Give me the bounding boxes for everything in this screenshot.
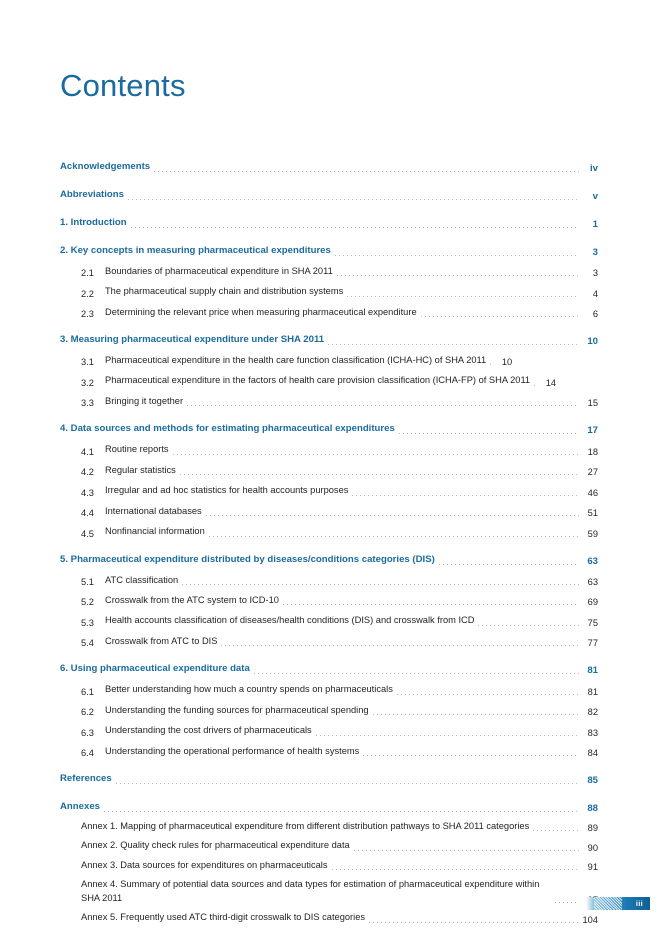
toc-entry-label: 5. Pharmaceutical expenditure distributed by diseases/conditions categories (DIS) bbox=[60, 553, 435, 565]
toc-entry-label: Understanding the funding sources for pharmaceutical spending bbox=[105, 704, 369, 715]
toc-entry-number: 2.3 bbox=[81, 309, 94, 320]
toc-leader-dots bbox=[555, 902, 579, 903]
toc-entry-page-number: 6 bbox=[592, 309, 598, 320]
toc-entry[interactable] bbox=[60, 745, 598, 758]
toc-entry-number: 4.3 bbox=[81, 487, 94, 498]
table-of-contents bbox=[60, 160, 598, 925]
toc-entry[interactable] bbox=[60, 216, 598, 230]
toc-entry-label: 4. Data sources and methods for estimating pharmaceutical expenditures bbox=[60, 423, 395, 435]
toc-leader-dots bbox=[373, 714, 579, 715]
toc-entry-page-number: 3 bbox=[592, 246, 598, 258]
toc-entry[interactable] bbox=[60, 285, 598, 298]
toc-entry-label: Pharmaceutical expenditure in the factors of health care provision classification (ICHA-FP) of SHA 2011 bbox=[105, 375, 531, 386]
toc-entry[interactable] bbox=[60, 374, 598, 387]
toc-entry-page-number: 104 bbox=[582, 914, 598, 925]
toc-entry-label: Crosswalk from ATC to DIS bbox=[105, 635, 218, 646]
toc-entry[interactable] bbox=[60, 484, 598, 497]
toc-entry-number: 3.3 bbox=[81, 398, 94, 409]
toc-entry-page-number: 10 bbox=[501, 357, 513, 368]
toc-entry[interactable] bbox=[60, 306, 598, 319]
toc-entry-number: 2.1 bbox=[81, 268, 94, 279]
toc-leader-dots bbox=[128, 199, 579, 200]
toc-entry-page-number: 17 bbox=[587, 425, 598, 437]
toc-entry-page-number: 85 bbox=[587, 775, 598, 787]
toc-entry[interactable] bbox=[60, 839, 598, 852]
toc-entry-label: Understanding the operational performance of health systems bbox=[105, 745, 360, 756]
toc-entry[interactable] bbox=[60, 505, 598, 518]
toc-entry-page-number: 83 bbox=[587, 727, 598, 738]
toc-entry-page-number: 1 bbox=[592, 218, 598, 230]
toc-entry-label: 3. Measuring pharmaceutical expenditure under SHA 2011 bbox=[60, 334, 325, 346]
footer-page-marker bbox=[586, 897, 650, 910]
toc-entry[interactable] bbox=[60, 422, 598, 436]
toc-leader-dots bbox=[478, 625, 579, 626]
toc-entry-label: ATC classification bbox=[105, 574, 179, 585]
toc-entry-label: Crosswalk from the ATC system to ICD-10 bbox=[105, 594, 279, 605]
toc-entry-label: Pharmaceutical expenditure in the health care function classification (ICHA-HC) of SHA 2011 bbox=[105, 354, 487, 365]
toc-leader-dots bbox=[335, 255, 579, 256]
toc-entry-label: 2. Key concepts in measuring pharmaceutical expenditures bbox=[60, 244, 331, 256]
toc-entry[interactable] bbox=[60, 464, 598, 477]
toc-leader-dots bbox=[352, 495, 579, 496]
toc-entry-label: Determining the relevant price when measuring pharmaceutical expenditure bbox=[105, 306, 417, 317]
toc-entry-page-number: 89 bbox=[587, 823, 598, 834]
toc-leader-dots bbox=[283, 604, 579, 605]
toc-leader-dots bbox=[363, 755, 579, 756]
toc-entry-number: 5.3 bbox=[81, 617, 94, 628]
toc-leader-dots bbox=[490, 364, 493, 365]
toc-entry-page-number: 63 bbox=[587, 555, 598, 567]
toc-entry-page-number: 90 bbox=[587, 842, 598, 853]
toc-entry-label: Acknowledgements bbox=[60, 161, 151, 172]
toc-leader-dots bbox=[347, 296, 579, 297]
toc-leader-dots bbox=[116, 783, 579, 784]
toc-entry-label: Better understanding how much a country spends on pharmaceuticals bbox=[105, 684, 393, 695]
toc-entry-label: Annexes bbox=[60, 801, 100, 813]
toc-leader-dots bbox=[180, 474, 579, 475]
footer-dither-pattern bbox=[594, 897, 622, 910]
toc-entry-label: Boundaries of pharmaceutical expenditure in SHA 2011 bbox=[105, 265, 333, 276]
toc-entry-label: Nonfinancial information bbox=[105, 526, 205, 537]
toc-entry-page-number: iv bbox=[589, 162, 598, 174]
toc-entry-number: 3.1 bbox=[81, 357, 94, 368]
toc-entry-number: 3.2 bbox=[81, 377, 94, 388]
toc-entry-label: Health accounts classification of diseases/health conditions (DIS) and crosswalk from ICD bbox=[105, 615, 475, 626]
toc-entry[interactable] bbox=[60, 772, 598, 786]
toc-entry-number: 4.1 bbox=[81, 446, 94, 457]
toc-entry-page-number: 81 bbox=[587, 686, 598, 697]
toc-entry-label: International databases bbox=[105, 505, 202, 516]
toc-entry-page-number: 18 bbox=[587, 446, 598, 457]
toc-entry[interactable] bbox=[60, 820, 598, 833]
toc-entry-page-number: 69 bbox=[587, 597, 598, 608]
toc-entry-number: 6.4 bbox=[81, 748, 94, 759]
toc-entry-page-number: 3 bbox=[592, 268, 598, 279]
toc-entry[interactable] bbox=[60, 525, 598, 538]
toc-leader-dots bbox=[534, 385, 537, 386]
toc-entry[interactable] bbox=[60, 244, 598, 258]
toc-entry[interactable] bbox=[60, 443, 598, 456]
toc-leader-dots bbox=[439, 564, 579, 565]
toc-leader-dots bbox=[187, 405, 579, 406]
toc-entry[interactable] bbox=[60, 594, 598, 607]
toc-entry-page-number: 84 bbox=[587, 748, 598, 759]
toc-entry-label: Annex 3. Data sources for expenditures on pharmaceuticals bbox=[81, 859, 328, 870]
toc-entry[interactable] bbox=[60, 878, 598, 905]
toc-entry-label: Regular statistics bbox=[105, 464, 176, 475]
toc-entry-number: 6.1 bbox=[81, 686, 94, 697]
toc-entry-page-number: 77 bbox=[587, 638, 598, 649]
toc-entry-page-number: v bbox=[592, 190, 598, 202]
toc-entry-page-number: 91 bbox=[587, 862, 598, 873]
toc-entry[interactable] bbox=[60, 683, 598, 696]
toc-entry-label: Annex 1. Mapping of pharmaceutical expenditure from different distribution pathways to SHA 2011 categories bbox=[81, 820, 530, 831]
toc-entry[interactable] bbox=[60, 553, 598, 567]
toc-leader-dots bbox=[104, 811, 579, 812]
toc-leader-dots bbox=[421, 316, 579, 317]
toc-entry[interactable] bbox=[60, 333, 598, 347]
toc-entry[interactable] bbox=[60, 635, 598, 648]
toc-entry-number: 6.2 bbox=[81, 707, 94, 718]
toc-entry-label: Irregular and ad hoc statistics for health accounts purposes bbox=[105, 485, 349, 496]
toc-entry-number: 4.2 bbox=[81, 467, 94, 478]
toc-leader-dots bbox=[399, 433, 579, 434]
toc-entry[interactable] bbox=[60, 188, 598, 202]
toc-entry-page-number: 4 bbox=[592, 288, 598, 299]
toc-entry-label: Annex 2. Quality check rules for pharmaceutical expenditure data bbox=[81, 840, 350, 851]
toc-leader-dots bbox=[337, 275, 579, 276]
toc-entry-label: 6. Using pharmaceutical expenditure data bbox=[60, 663, 250, 675]
toc-entry-page-number: 59 bbox=[587, 528, 598, 539]
toc-entry-label: Routine reports bbox=[105, 444, 169, 455]
toc-entry-number: 4.4 bbox=[81, 508, 94, 519]
toc-entry-page-number: 81 bbox=[587, 665, 598, 677]
toc-entry-page-number: 75 bbox=[587, 617, 598, 628]
toc-leader-dots bbox=[182, 584, 579, 585]
toc-entry[interactable] bbox=[60, 724, 598, 737]
page-title: Contents bbox=[60, 68, 186, 103]
toc-entry-label: Annex 5. Frequently used ATC third-digit crosswalk to DIS categories bbox=[81, 912, 366, 923]
toc-entry[interactable] bbox=[60, 911, 598, 924]
toc-entry-page-number: 63 bbox=[587, 576, 598, 587]
toc-entry[interactable] bbox=[60, 160, 598, 174]
toc-entry-page-number: 10 bbox=[587, 335, 598, 347]
toc-leader-dots bbox=[328, 344, 579, 345]
toc-entry-page-number: 27 bbox=[587, 467, 598, 478]
toc-leader-dots bbox=[369, 922, 579, 923]
toc-entry-number: 5.1 bbox=[81, 576, 94, 587]
toc-entry-number: 5.2 bbox=[81, 597, 94, 608]
toc-entry-page-number: 51 bbox=[587, 508, 598, 519]
toc-leader-dots bbox=[221, 645, 579, 646]
footer-page-number: iii bbox=[635, 899, 643, 908]
toc-entry-number: 2.2 bbox=[81, 288, 94, 299]
toc-entry[interactable] bbox=[60, 265, 598, 278]
toc-entry-page-number: 82 bbox=[587, 707, 598, 718]
toc-leader-dots bbox=[316, 735, 579, 736]
toc-leader-dots bbox=[354, 850, 579, 851]
toc-entry-page-number: 88 bbox=[587, 802, 598, 814]
toc-leader-dots bbox=[533, 830, 579, 831]
toc-entry-page-number: 46 bbox=[587, 487, 598, 498]
toc-leader-dots bbox=[154, 171, 579, 172]
toc-entry-number: 4.5 bbox=[81, 528, 94, 539]
toc-entry[interactable] bbox=[60, 704, 598, 717]
toc-entry-number: 5.4 bbox=[81, 638, 94, 649]
toc-entry[interactable] bbox=[60, 859, 598, 872]
toc-entry[interactable] bbox=[60, 614, 598, 627]
toc-entry-label: References bbox=[60, 773, 112, 785]
toc-entry-page-number: 14 bbox=[545, 377, 557, 388]
toc-entry[interactable] bbox=[60, 395, 598, 408]
toc-entry[interactable] bbox=[60, 800, 598, 814]
toc-entry-label: Annex 4. Summary of potential data sources and data types for estimation of pharmaceutical expenditure within SHA 2011 bbox=[81, 879, 540, 903]
toc-entry[interactable] bbox=[60, 574, 598, 587]
toc-entry[interactable] bbox=[60, 662, 598, 676]
toc-entry[interactable] bbox=[60, 354, 598, 367]
toc-entry-label: Understanding the cost drivers of pharmaceuticals bbox=[105, 725, 312, 736]
toc-leader-dots bbox=[397, 694, 579, 695]
toc-leader-dots bbox=[131, 227, 579, 228]
toc-entry-label: The pharmaceutical supply chain and distribution systems bbox=[105, 286, 344, 297]
toc-leader-dots bbox=[173, 454, 579, 455]
toc-leader-dots bbox=[206, 515, 579, 516]
toc-leader-dots bbox=[254, 673, 579, 674]
toc-leader-dots bbox=[332, 869, 579, 870]
toc-entry-number: 6.3 bbox=[81, 727, 94, 738]
toc-entry-page-number: 15 bbox=[587, 398, 598, 409]
toc-entry-label: 1. Introduction bbox=[60, 216, 127, 228]
toc-entry-label: Bringing it together bbox=[105, 395, 184, 406]
toc-entry-label: Abbreviations bbox=[60, 188, 124, 200]
toc-leader-dots bbox=[209, 536, 579, 537]
